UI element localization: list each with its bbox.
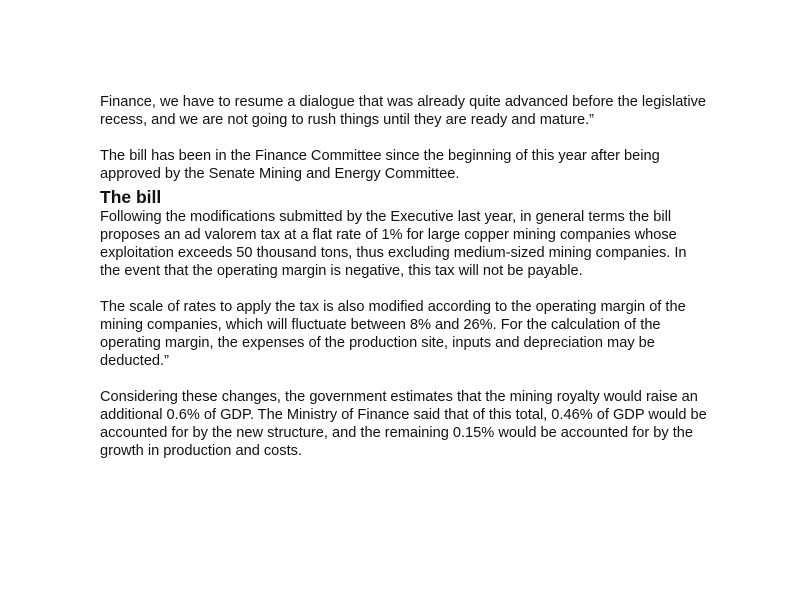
document-body xyxy=(100,93,710,460)
paragraph-ad-valorem-tax: Following the modifications submitted by the Executive last year, in general terms the bill proposes an ad valorem tax at a flat rate of 1% for large copper mining companies whose exploitation exceeds 50 thousand tons, thus excluding medium-sized mining companies. In the event that the operating margin is negative, this tax will not be payable. xyxy=(100,209,687,279)
paragraph-finance-dialogue: Finance, we have to resume a dialogue that was already quite advanced before the legislative recess, and we are not going to rush things until they are ready and mature.” xyxy=(100,94,707,128)
paragraph-scale-of-rates: The scale of rates to apply the tax is also modified according to the operating margin of the mining companies, which will fluctuate between 8% and 26%. For the calculation of the operating margin, the expenses of the production site, inputs and depreciation may be deducted.” xyxy=(100,299,686,369)
paragraph-finance-committee: The bill has been in the Finance Committee since the beginning of this year after being approved by the Senate Mining and Energy Committee. xyxy=(100,148,660,182)
section-heading-the-bill: The bill xyxy=(100,187,162,207)
paragraph-gdp-estimate: Considering these changes, the government estimates that the mining royalty would raise an additional 0.6% of GDP. The Ministry of Finance said that of this total, 0.46% of GDP would be accounted for by the new structure, and the remaining 0.15% would be accounted for by the growth in production and costs. xyxy=(100,389,707,459)
